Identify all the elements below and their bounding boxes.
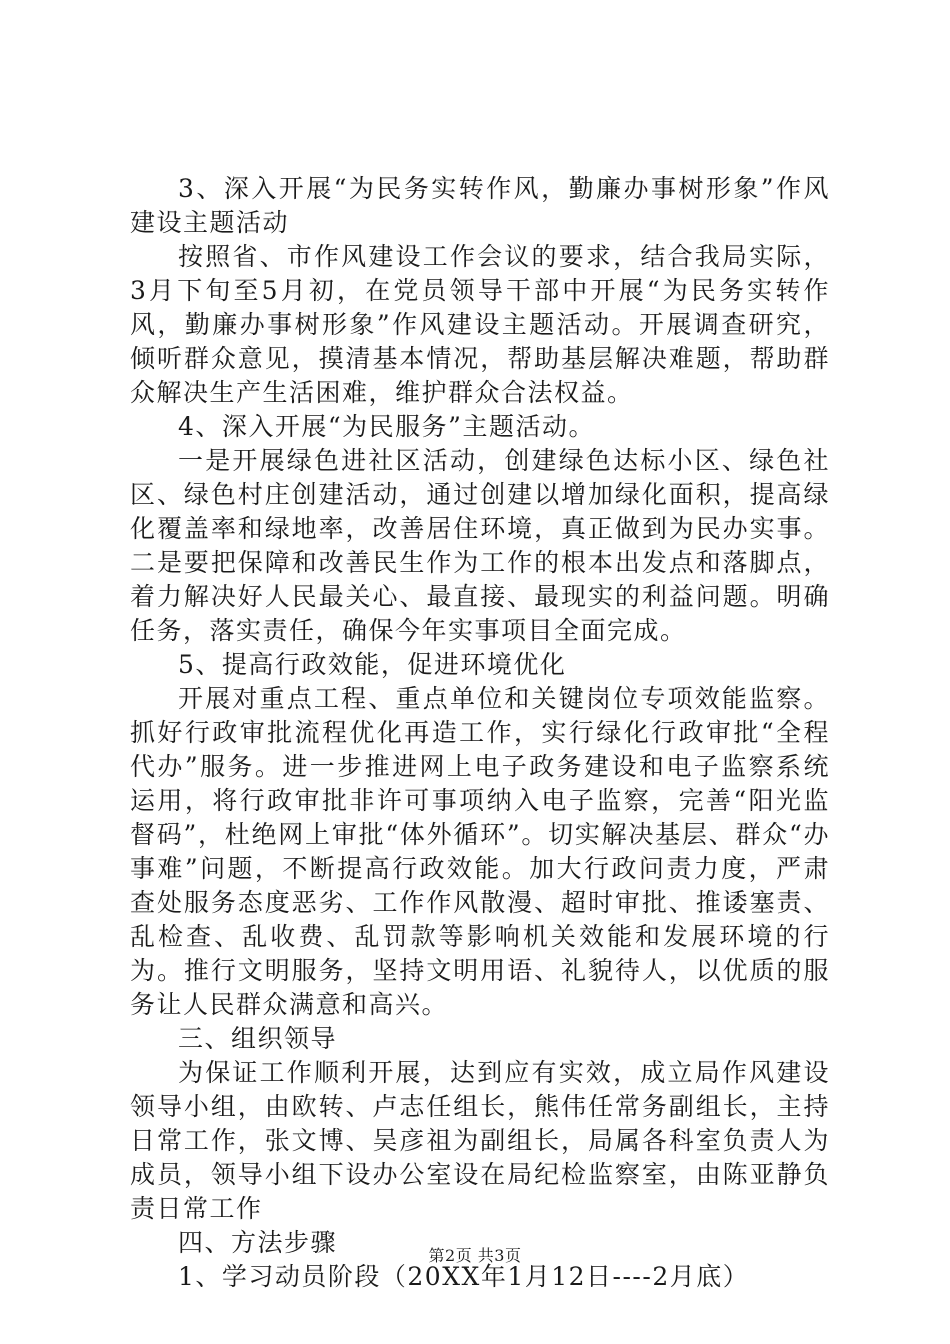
section-heading-5: 5、提高行政效能，促进环境优化 <box>178 650 567 679</box>
heading-method-steps: 四、方法步骤 <box>178 1228 338 1257</box>
paragraph-organization: 为保证工作顺利开展，达到应有实效，成立局作风建设领导小组，由欧转、卢志任组长，熊伟任常务副组长，主持日常工作，张文博、吴彦祖为副组长，局属各科室负责人为成员，领导小组下设办公室设在局纪检监察室，由陈亚静负责日常工作 <box>130 1058 830 1223</box>
paragraph-efficiency: 开展对重点工程、重点单位和关键岗位专项效能监察。抓好行政审批流程优化再造工作，实行绿化行政审批“全程代办”服务。进一步推进网上电子政务建设和电子监察系统运用，将行政审批非许可事项纳入电子监察，完善“阳光监督码”，杜绝网上审批“体外循环”。切实解决基层、群众“办事难”问题，不断提高行政效能。加大行政问责力度，严肃查处服务态度恶劣、工作作风散漫、超时审批、推诿塞责、乱检查、乱收费、乱罚款等影响机关效能和发展环境的行为。推行文明服务，坚持文明用语、礼貌待人，以优质的服务让人民群众满意和高兴。 <box>130 684 830 1019</box>
section-heading-3: 3、深入开展“为民务实转作风，勤廉办事树形象”作风建设主题活动 <box>130 174 830 237</box>
document-body <box>130 172 830 1294</box>
step-1-heading: 1、学习动员阶段（20XX年1月12日----2月底） <box>178 1262 750 1291</box>
heading-organization: 三、组织领导 <box>178 1024 338 1053</box>
paragraph-serve-people: 一是开展绿色进社区活动，创建绿色达标小区、绿色社区、绿色村庄创建活动，通过创建以增加绿化面积，提高绿化覆盖率和绿地率，改善居住环境，真正做到为民办实事。二是要把保障和改善民生作为工作的根本出发点和落脚点，着力解决好人民最关心、最直接、最现实的利益问题。明确任务，落实责任，确保今年实事项目全面完成。 <box>130 446 830 645</box>
page-number-footer: 第2页 共3页 <box>428 1246 522 1265</box>
paragraph-work-style: 按照省、市作风建设工作会议的要求，结合我局实际，3月下旬至5月初，在党员领导干部中开展“为民务实转作风，勤廉办事树形象”作风建设主题活动。开展调查研究，倾听群众意见，摸清基本情况，帮助基层解决难题，帮助群众解决生产生活困难，维护群众合法权益。 <box>130 242 830 407</box>
section-heading-4: 4、深入开展“为民服务”主题活动。 <box>178 412 595 441</box>
